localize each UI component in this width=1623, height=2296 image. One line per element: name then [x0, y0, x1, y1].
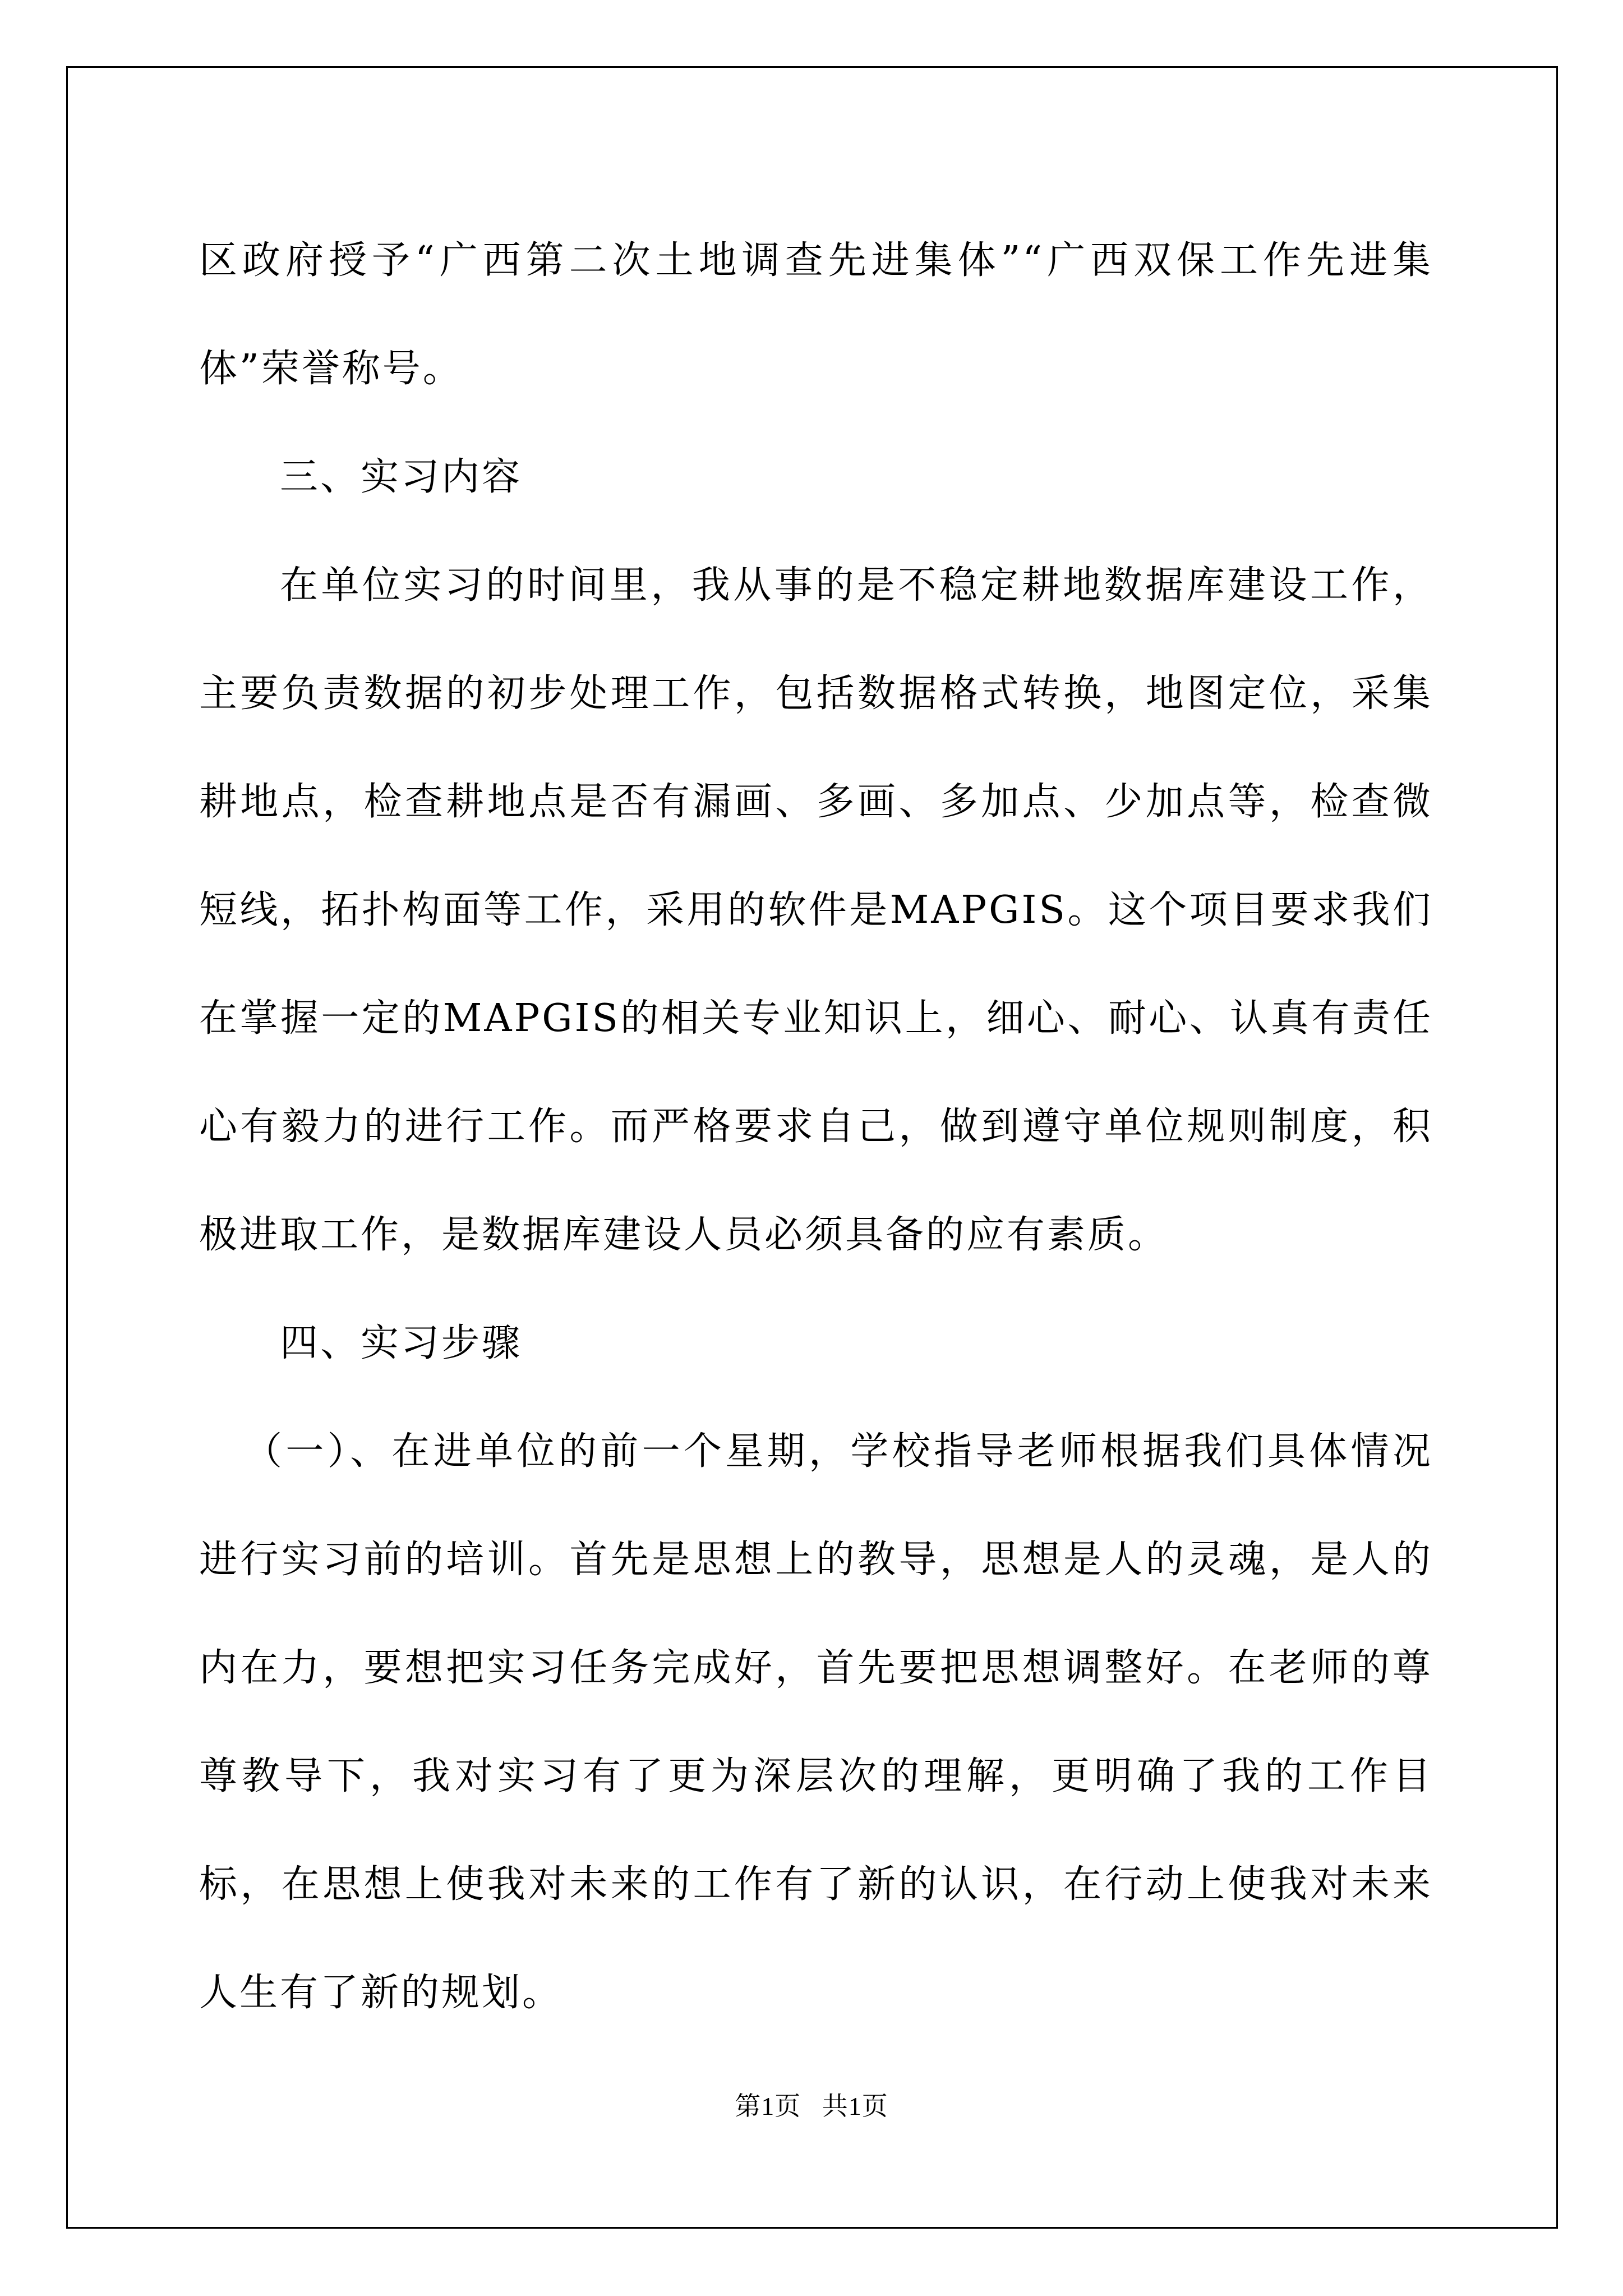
heading-internship-content: 三、实习内容 — [280, 455, 523, 499]
heading-internship-steps: 四、实习步骤 — [280, 1321, 523, 1365]
paragraph-step-one: （一）、在进单位的前一个星期，学校指导老师根据我们具体情况进行实习前的培训。首先是思想上的教导，思想是人的灵魂，是人的内在力，要想把实习任务完成好，首先要把思想调整好。在老师的尊尊教导下，我对实习有了更为深层次的理解，更明确了我的工作目标，在思想上使我对未来的工作有了新的认识，在行动上使我对未来人生有了新的规划。 — [199, 1429, 1433, 2015]
page-total: 共1页 — [822, 2092, 888, 2120]
page-footer — [0, 2090, 1623, 2123]
page-number: 第1页 — [735, 2092, 801, 2120]
paragraph-internship-content: 在单位实习的时间里，我从事的是不稳定耕地数据库建设工作，主要负责数据的初步处理工作，包括数据格式转换，地图定位，采集耕地点，检查耕地点是否有漏画、多画、多加点、少加点等，检查微短线，拓扑构面等工作，采用的软件是MAPGIS。这个项目要求我们在掌握一定的MAPGIS的相关专业知识上，细心、耐心、认真有责任心有毅力的进行工作。而严格要求自己，做到遵守单位规则制度，积极进取工作，是数据库建设人员必须具备的应有素质。 — [199, 563, 1433, 1257]
document-body — [199, 206, 1433, 2047]
paragraph-honors: 区政府授予“广西第二次土地调查先进集体”“广西双保工作先进集体”荣誉称号。 — [199, 238, 1433, 391]
